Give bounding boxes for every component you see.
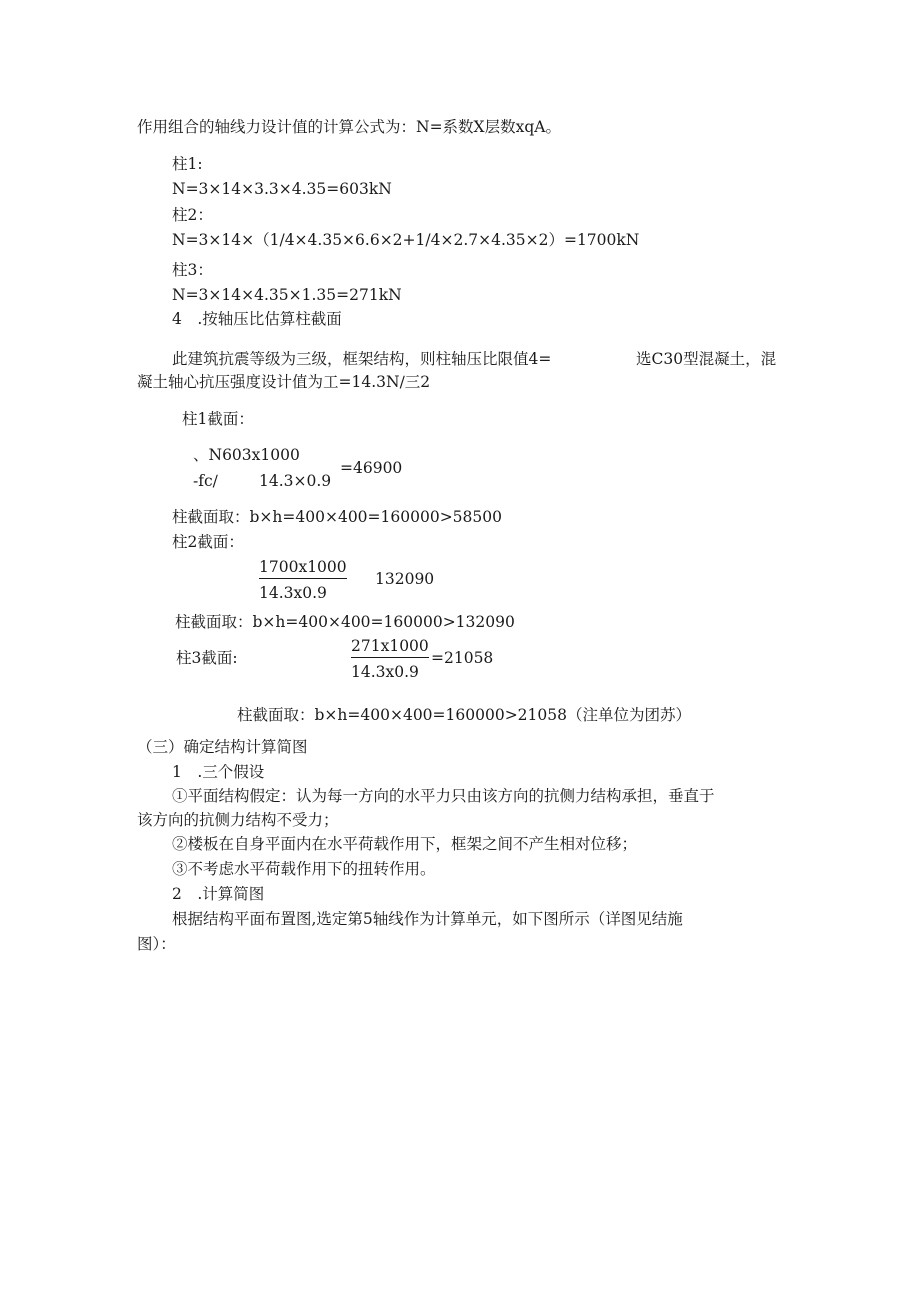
diagram-para-line2: 图）： — [137, 935, 176, 953]
col1-equation: N=3×14×3.3×4.35=603kN — [172, 180, 392, 198]
axial-ratio-para-line2: 凝土轴心抗压强度设计值为工=14.3N∕三2 — [137, 373, 431, 391]
diagram-para-line1: 根据结构平面布置图,选定第5轴线作为计算单元，如下图所示（详图见结施 — [172, 910, 683, 928]
assumptions-heading: 1 .三个假设 — [172, 763, 265, 781]
section4-heading: 4 .按轴压比估算柱截面 — [172, 310, 342, 328]
col1-section-take: 柱截面取：b×h=400×400=160000>58500 — [172, 508, 502, 526]
col2-formula-numerator: 1700x1000 — [259, 557, 347, 579]
diagram-heading: 2 .计算简图 — [172, 885, 265, 903]
col3-section-label: 柱3截面: — [176, 649, 238, 667]
assumption-1-line2: 该方向的抗侧力结构不受力； — [137, 811, 339, 829]
axial-ratio-para-right: 选C30型混凝土，混 — [636, 350, 777, 368]
col1-label: 柱1: — [172, 155, 203, 173]
col2-label: 柱2： — [172, 206, 213, 224]
col1-formula-denominator: 14.3×0.9 — [259, 472, 332, 490]
col3-section-take: 柱截面取：b×h=400×400=160000>21058（注单位为团苏） — [237, 706, 691, 724]
col2-formula-denominator: 14.3x0.9 — [259, 584, 327, 602]
part3-heading: （三）确定结构计算简图 — [137, 738, 308, 756]
assumption-1-line1: ①平面结构假定：认为每一方向的水平力只由该方向的抗侧力结构承担，垂直于 — [172, 787, 715, 805]
col3-formula-result: =21058 — [431, 649, 494, 667]
col2-section-take: 柱截面取：b×h=400×400=160000>132090 — [175, 613, 515, 631]
assumption-3: ③不考虑水平荷载作用下的扭转作用。 — [172, 860, 436, 878]
col3-label: 柱3： — [172, 261, 213, 279]
col2-formula-result: 132090 — [375, 570, 435, 588]
col1-formula-result: =46900 — [340, 459, 403, 477]
col1-section-label: 柱1截面： — [182, 410, 254, 428]
col2-equation: N=3×14×（1/4×4.35×6.6×2+1/4×2.7×4.35×2）=1700kN — [172, 231, 640, 249]
assumption-2: ②楼板在自身平面内在水平荷载作用下，框架之间不产生相对位移； — [172, 835, 638, 853]
col2-section-label: 柱2截面： — [172, 533, 244, 551]
formula-intro: 作用组合的轴线力设计值的计算公式为：N=系数X层数xqA。 — [137, 118, 561, 136]
col3-formula-denominator: 14.3x0.9 — [351, 663, 419, 681]
axial-ratio-para-line1: 此建筑抗震等级为三级，框架结构，则柱轴压比限值4= — [172, 350, 552, 368]
col1-formula-denominator-left: -fc∕ — [193, 472, 218, 490]
col3-formula-numerator: 271x1000 — [351, 636, 429, 658]
col1-formula-numerator: 、N603x1000 — [193, 446, 300, 464]
col3-equation: N=3×14×4.35×1.35=271kN — [172, 286, 402, 304]
